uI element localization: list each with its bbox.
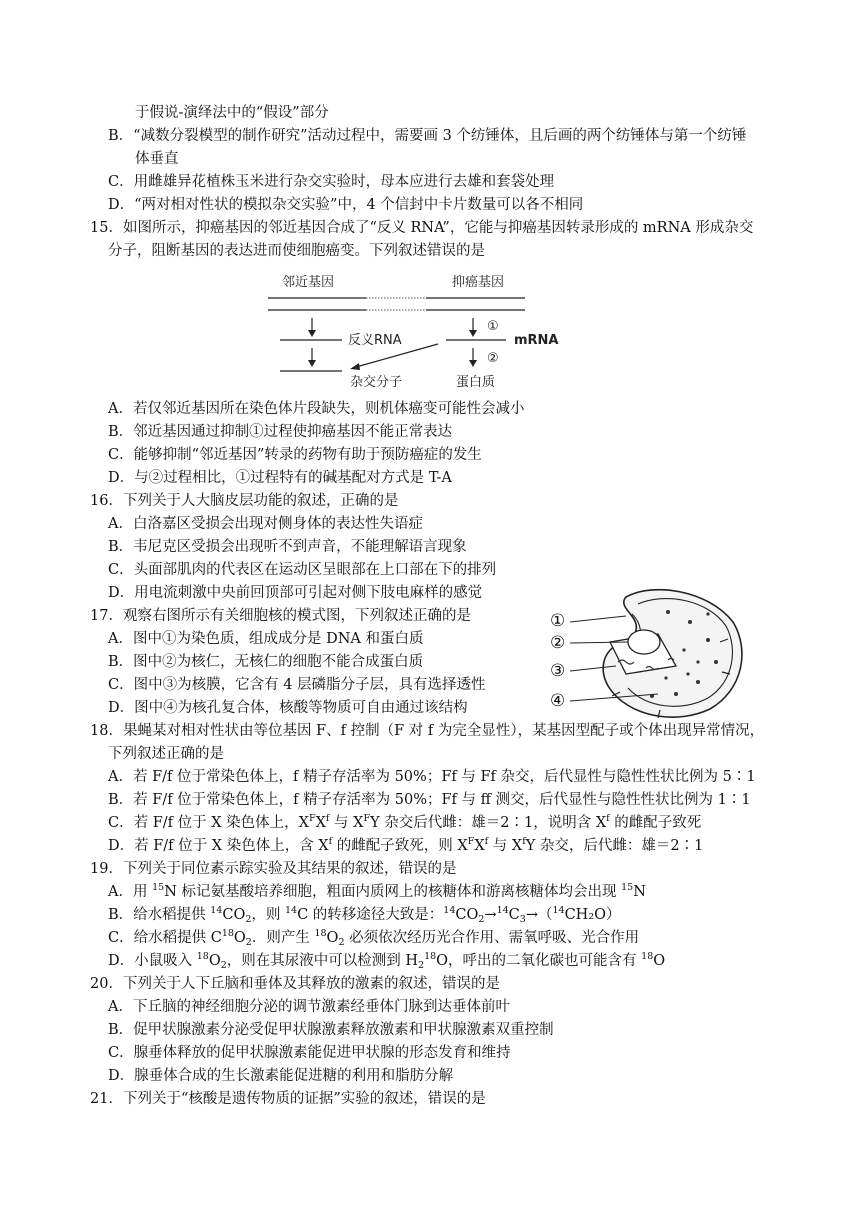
label-neighbor-gene: 邻近基因 bbox=[282, 275, 335, 290]
q14-option-b: B．“减数分裂模型的制作研究”活动过程中，需要画 3 个纺锤体，且后画的两个纺锤体与第一个纺锤 bbox=[108, 128, 747, 144]
q18-option-b: B．若 F/f 位于常染色体上，f 精子存活率为 50%；Ff 与 ff 测交，后代显性与隐性性状比例为 1∶1 bbox=[108, 792, 751, 808]
q16-option-b: B．韦尼克区受损会出现听不到声音，不能理解语言现象 bbox=[108, 539, 467, 555]
label-mrna: mRNA bbox=[514, 333, 559, 348]
q19-option-a: A．用 $^{15}$N 标记氨基酸培养细胞，粗面内质网上的核糖体和游离核糖体均会出现 $^{15}$N bbox=[108, 882, 646, 900]
q19-stem: 19．下列关于同位素示踪实验及其结果的叙述，错误的是 bbox=[90, 861, 457, 877]
label-suppressor-gene: 抑癌基因 bbox=[452, 275, 505, 290]
nucleolus bbox=[628, 630, 660, 654]
q19-option-c: C．给水稻提供 $C^{18}O_2$．则产生 $^{18}O_2$ 必须依次经历光合作用、需氧呼吸、光合作用 bbox=[108, 928, 640, 948]
q18-option-c: C．若 F/f 位于 X 染色体上，$X^FX^f$ 与 $X^FY$ 杂交后代雌：雄＝2∶1，说明含 $X^f$ 的雌配子致死 bbox=[108, 813, 702, 831]
q17-option-b: B．图中②为核仁，无核仁的细胞不能合成蛋白质 bbox=[108, 654, 424, 670]
q14-option-b-continuation: 体垂直 bbox=[135, 151, 179, 167]
q20-option-a: A．下丘脑的神经细胞分泌的调节激素经垂体门脉到达垂体前叶 bbox=[108, 999, 510, 1015]
q21-stem: 21．下列关于“核酸是遗传物质的证据”实验的叙述，错误的是 bbox=[90, 1091, 486, 1107]
q15-stem-line1: 15．如图所示，抑癌基因的邻近基因合成了“反义 RNA”，它能与抑癌基因转录形成的 mRNA 形成杂交 bbox=[90, 220, 754, 236]
q16-stem: 16．下列关于人大脑皮层功能的叙述，正确的是 bbox=[90, 493, 399, 509]
q14-option-d: D．“两对相对性状的模拟杂交实验”中，4 个信封中卡片数量可以各不相同 bbox=[108, 197, 584, 213]
q17-stem: 17．观察右图所示有关细胞核的模式图，下列叙述正确的是 bbox=[90, 608, 471, 624]
label-1: ① bbox=[550, 611, 566, 631]
q15-option-b: B．邻近基因通过抑制①过程使抑癌基因不能正常表达 bbox=[108, 424, 453, 440]
nucleus-cutaway bbox=[603, 590, 742, 718]
label-protein: 蛋白质 bbox=[456, 375, 496, 390]
label-3: ③ bbox=[550, 661, 566, 681]
q18-stem-line1: 18．果蝇某对相对性状由等位基因 F、f 控制（F 对 f 为完全显性），某基因型配子或个体出现异常情况， bbox=[90, 723, 765, 739]
q19-option-b: B．给水稻提供 $^{14}CO_2$，则 $^{14}$C 的转移途径大致是：$^{14}CO_2\to^{14}C_3\to(^{14}CH_2O)$ bbox=[108, 905, 621, 925]
q17-option-d: D．图中④为核孔复合体，核酸等物质可自由通过该结构 bbox=[108, 700, 468, 716]
label-step-2: ② bbox=[487, 351, 499, 366]
q14-option-c: C．用雌雄异花植株玉米进行杂交实验时，母本应进行去雄和套袋处理 bbox=[108, 174, 555, 190]
q15-option-d: D．与②过程相比，①过程特有的碱基配对方式是 T-A bbox=[108, 470, 452, 486]
label-step-1: ① bbox=[487, 319, 499, 334]
q18-option-a: A．若 F/f 位于常染色体上，f 精子存活率为 50%；Ff 与 Ff 杂交，后代显性与隐性性状比例为 5∶1 bbox=[108, 769, 756, 785]
q17-option-a: A．图中①为染色质，组成成分是 DNA 和蛋白质 bbox=[108, 631, 424, 647]
label-antisense-rna: 反义RNA bbox=[348, 333, 402, 348]
label-4: ④ bbox=[550, 691, 566, 711]
q15-option-a: A．若仅邻近基因所在染色体片段缺失，则机体癌变可能性会减小 bbox=[108, 401, 525, 417]
q20-option-c: C．腺垂体释放的促甲状腺激素能促进甲状腺的形态发育和维持 bbox=[108, 1045, 511, 1061]
q19-option-d: D．小鼠吸入 $^{18}O_2$，则在其尿液中可以检测到 $H_2^{18}O$，呼出的二氧化碳也可能含有 $^{18}$O bbox=[108, 951, 666, 971]
q15-stem-line2: 分子，阻断基因的表达进而使细胞癌变。下列叙述错误的是 bbox=[108, 243, 485, 259]
q20-stem: 20．下列关于人下丘脑和垂体及其释放的激素的叙述，错误的是 bbox=[90, 976, 500, 992]
q18-option-d: D．若 F/f 位于 X 染色体上，含 $X^f$ 的雌配子致死，则 $X^FX^f$ 与 $X^fY$ 杂交，后代雌：雄＝2∶1 bbox=[108, 836, 704, 854]
q17-option-c: C．图中③为核膜，它含有 4 层磷脂分子层，具有选择透性 bbox=[108, 677, 486, 693]
q15-option-c: C．能够抑制“邻近基因”转录的药物有助于预防癌症的发生 bbox=[108, 447, 482, 463]
q14-option-a-continuation: 于假说-演绎法中的“假设”部分 bbox=[135, 105, 329, 121]
label-hybrid-molecule: 杂交分子 bbox=[350, 375, 403, 390]
label-2: ② bbox=[550, 633, 566, 653]
q18-stem-line2: 下列叙述正确的是 bbox=[108, 746, 224, 762]
q16-option-c: C．头面部肌肉的代表区在运动区呈眼部在上口部在下的排列 bbox=[108, 562, 497, 578]
q16-option-a: A．白洛嘉区受损会出现对侧身体的表达性失语症 bbox=[108, 516, 423, 532]
q20-option-d: D．腺垂体合成的生长激素能促进糖的利用和脂肪分解 bbox=[108, 1068, 454, 1084]
q15-gene-diagram bbox=[260, 266, 580, 396]
q20-option-b: B．促甲状腺激素分泌受促甲状腺激素释放激素和甲状腺激素双重控制 bbox=[108, 1022, 554, 1038]
nucleus-diagram bbox=[548, 582, 748, 722]
q16-option-d: D．用电流刺激中央前回顶部可引起对侧下肢电麻样的感觉 bbox=[108, 585, 483, 601]
